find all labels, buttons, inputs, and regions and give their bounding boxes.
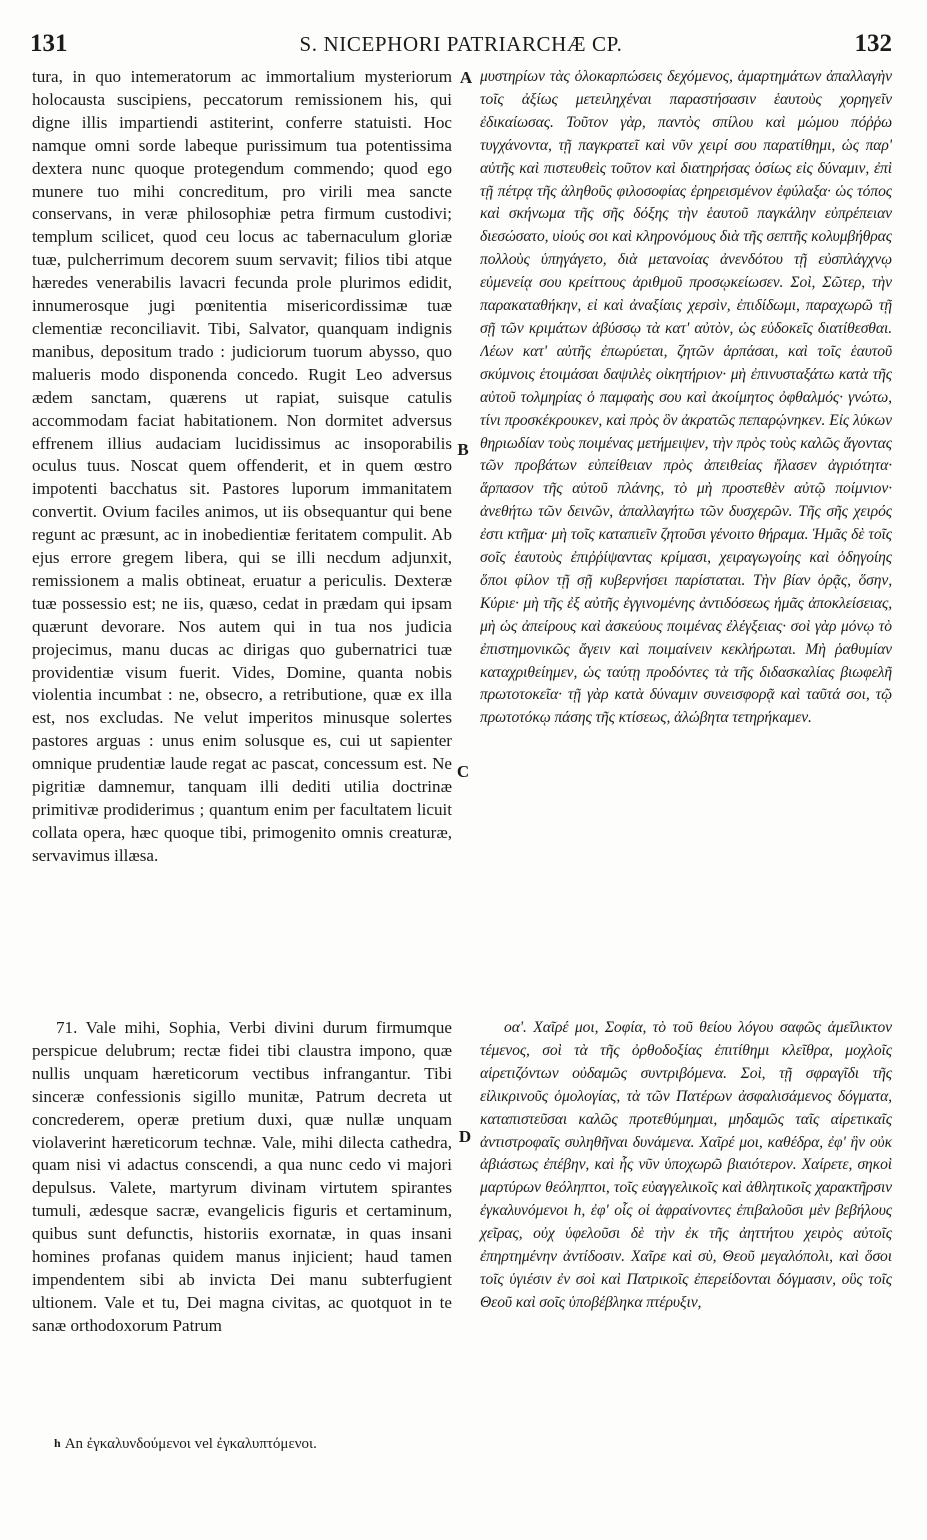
footnote [54, 1436, 654, 1453]
page-number-right: 132 [854, 30, 892, 57]
latin-paragraph-2: 71. Vale mihi, Sophia, Verbi divini durum firmumque perspicue delubrum; rectæ fidei tibi claustra impono, quæ nullis unquam hæreticorum vectibus infrangantur. Tibi sinceræ confessionis sigillo munitæ, Patrum decreta ut concrederem, operæ pretium duxi, quæ nullæ unquam violaverint hæreticorum technæ. Vale, mihi dilecta cathedra, quam nisi vi adactus conscendi, a qua nunc cedo vi majori depulsus. Valete, martyrum divinam virtutem spirantes tumuli, ædesque sacræ, evangelicis figuris et certaminum, quibus sunt defunctis, historiis exornatæ, in quas insani homines profanas quidem manus injicient; haud tamen impendentem sibi ab invicta Dei manu subterfugient ultionem. Vale et tu, Dei magna civitas, ac quotquot in te sanæ orthodoxorum Patrum [32, 1018, 452, 1335]
section-marker-b: B [457, 440, 469, 459]
footnote-mark: h [54, 1436, 61, 1450]
section-marker-c: C [456, 762, 470, 781]
greek-paragraph-1: μυστηρίων τὰς ὁλοκαρπώσεις δεχόμενος, ἁμαρτημάτων ἀπαλλαγὴν τοῖς ἀξίως μετειληχέναι παραστήσασιν ἑαυτοὺς χορηγεῖν ἐδικαίωσας. Τοῦτον γὰρ, παντὸς σπίλου καὶ μώμου πόῤῥω τυγχάνοντα, τῇ παγκρατεῖ καὶ νῦν χειρί σου παρατίθημι, ὡς παρ' αὐτῆς καὶ πιστευθεὶς τοῦτον καὶ διατηρήσας ὁσίως εἰς δύναμιν, ἐπὶ τῇ πέτρᾳ τῆς ἀληθοῦς φιλοσοφίας ἐρηρεισμένον ἐφύλαξα· ὡς τόπος καὶ σκήνωμα τῆς σῆς δόξης τὴν ἑαυτοῦ παγκάλην εὐπρέπειαν διεσώσατο, υἱούς σοι καὶ κληρονόμους διὰ τῆς σεπτῆς κολυμβήθρας πολλοὺς ὑπηγάγετο, διὰ μετανοίας ἀνενδότου τῇ εὐσπλάγχνῳ εὐμενείᾳ σου κρείττους ἀριθμοῦ προσῳκείωσεν. Σοὶ, Σῶτερ, τὴν παρακαταθήκην, εἰ καὶ ἀναξίαις χερσὶν, ἐπιδίδωμι, παραχωρῶ τῇ σῇ τῶν κριμάτων ἀβύσσῳ τὰ κατ' αὐτὸν, ὡς εὐδοκεῖς διατίθεσθαι. Λέων κατ' αὐτῆς ἐπωρύεται, ζητῶν ἁρπάσαι, καὶ τοῖς ἑαυτοῦ σκύμνοις ἑτοιμάσαι δαψιλὲς οἰκητήριον· μὴ ἐπινυσταξάτω κατὰ τῆς αὐτοῦ τολμηρίας ὁ παμφαὴς σου καὶ ἀκοίμητος ὀφθαλμός· γνώτω, τίνι προσκέκρουκεν, καὶ πρὸς ὃν ἀκρατῶς πεπαρῴνηκεν. Εἰς λύκων θηριωδίαν τοὺς ποιμένας μετήμειψεν, τὴν πρὸς τοὺς καλῶς ἄγοντας τῶν προβάτων εὐπείθειαν πρὸς ἀπειθείας ἤλασεν ἀγριότητα· ἅρπασον τῆς αὐτοῦ πλάνης, τὸ μὴ προστεθὲν αὐτῷ ποίμνιον· ἀνεθήτω τῶν δεινῶν, ἀπαλλαγήτω τῶν δυσχερῶν. Τῆς σῆς χειρός ἐστι κτῆμα· μὴ τοῖς καταπιεῖν ζητοῦσι γένοιτο θήραμα. Ἡμᾶς δὲ τοῖς σοῖς ἑαυτοὺς ἐπιῤῥίψαντας κρίμασι, χειραγωγοίης καὶ ὁδηγοίης ὅποι φίλον τῇ σῇ κυβερνήσει παρίσταται. Τὴν βίαν ὁρᾷς, ὅσην, Κύριε· μὴ τῆς ἐξ αὐτῆς ἐγγινομένης ἀντιδόσεως ἡμᾶς ἀποκλείσειας, μὴ ὡς ἀπείρους καὶ ἀσκεύους ποιμένας ἐλέγξειας· σοὶ γὰρ μόνῳ τὸ ἐπιστημονικῶς ἄγειν καὶ ποιμαίνειν κεκλήρωται. Μὴ ῥαθυμίαν καταχριθείημεν, ὡς ταύτῃ προδόντες τὰ τῆς διδασκαλίας βιωφελῆ πρωτοτοκεῖα· τῇ γὰρ κατὰ δύναμιν συνεισφορᾷ καὶ ταῦτά σοι, τῷ πρωτοτόκῳ πάσης τῆς κτίσεως, ἀλώβητα τετηρήκαμεν. [480, 68, 892, 727]
running-header [30, 30, 892, 64]
latin-paragraph-1: tura, in quo intemeratorum ac immortalium mysteriorum holocausta suscipiens, peccatorum remissionem his, qui digne illis impartiendi astiterint, conferre statuisti. Hoc namque omni sorde labeque purissimum tua potentissima dextera nunc quoque protegendum commendo; quod ego munere tuo mihi concreditum, pro virili mea sancte conservans, in veræ philosophiæ petra firmum custodivi; templum scilicet, quod ceu locus ac tabernaculum gloriæ tuæ, pulcherrimum decorem suum servavit; filios tibi atque hæredes venerabilis lavacri fecunda prole plurimos edidit, innumerosque jugi pœnitentia misericordissimæ tuæ clementiæ reconciliavit. Tibi, Salvator, quanquam indignis manibus, depositum trado : judiciorum tuorum abysso, quo malueris modo disponenda concedo. Rugit Leo adversus ædem sanctam, quærens ut rapiat, suisque catulis accommodam faciat habitationem. Non dormitet adversus effrenem illius audaciam lucidissimus ac insoporabilis oculus tuus. Noscat quem offenderit, et in quem œstro impotenti bacchatus sit. Pastores luporum immanitatem convertit. Ovium faciles animos, ut iis obsequantur qui bene regunt ac præsunt, ac in inobedientiæ feritatem compulit. Ab ejus errore gregem libera, qui se illi necdum adjunxit, remissionem a malis obtineat, eruatur a periculis. Dexteræ tuæ possessio est; ne iis, quæso, cedat in prædam qui ipsam quærunt devorare. Nos autem qui in tua nos judicia projecimus, manu ducas ac dirigas quo gubernatrici tuæ providentiæ visum fuerit. Vides, Domine, quanta nobis violentia incumbat : ne, obsecro, a retributione, quæ ex illa est, nos excludas. Ne velut imperitos minusque solertes pastores arguas : unus enim solusque es, cui ut sapienter omnique prudentiæ laude regat ac pascat, concessum est. Ne pigritiæ damnemur, tanquam illi dediti utilia doctrinæ primitivæ prodiderimus ; quantum enim per facultatem licuit collata opera, hæc quoque tibi, primogenito omnis creaturæ, servavimus illæsa. [32, 67, 452, 865]
latin-column [32, 66, 452, 868]
greek-section-71 [480, 1017, 892, 1315]
page-number-left: 131 [30, 30, 68, 57]
greek-paragraph-2: οα'. Χαῖρέ μοι, Σοφία, τὸ τοῦ θείου λόγου σαφῶς ἀμεῖλικτον τέμενος, σοὶ τὰ τῆς ὀρθοδοξίας ἐπιτίθημι κλεῖθρα, μοχλοῖς αἱρετιζόντων οὐδαμῶς συντριβόμενα. Σοὶ, τῇ σφραγῖδι τῆς εἰλικρινοῦς ὁμολογίας, τὰ τῶν Πατέρων ἀσφαλισάμενος δόγματα, καταπιστεῦσαι καλῶς προτεθύμημαι, μηδαμῶς ταῖς αἱρετικαῖς ἀντιστροφαῖς συληθῆναι δυνάμενα. Χαῖρέ μοι, καθέδρα, ἐφ' ἣν οὐκ ἀβιάστως ἐπέβην, καὶ ἧς νῦν ὑποχωρῶ βιαιότερον. Χαίρετε, σηκοὶ μαρτύρων θεόληπτοι, τοῖς εὐαγγελικοῖς καὶ ἀθλητικοῖς χαρακτῆρσιν ἐγκαλυνόμενοι h, ἐφ' οἷς οἱ ἀφραίνοντες ἐπιβαλοῦσι μὲν βεβήλους χεῖρας, οὐχ ὑφελοῦσι δὲ τὴν ἐκ τῆς ἀηττήτου χειρὸς αὐτοῖς ἐπηρτημένην ἀντίδοσιν. Χαῖρε καὶ σὺ, Θεοῦ μεγαλόπολι, καὶ ὅσοι τοῖς ὑγιέσιν ἐν σοὶ καὶ Πατρικοῖς ἐπερείδονται δόγμασιν, οὓς τοῖς Θεοῦ καὶ σοῖς ὑποβέβληκα πτέρυξιν, [480, 1019, 892, 1311]
latin-section-71 [32, 1017, 452, 1338]
section-marker-d: D [458, 1127, 472, 1146]
section-marker-a: A [459, 68, 473, 87]
footnote-text: An ἐγκαλυνδούμενοι vel ἐγκαλυπτόμενοι. [64, 1436, 317, 1452]
greek-column [480, 66, 892, 730]
running-title: S. NICEPHORI PATRIARCHÆ CP. [299, 32, 623, 56]
